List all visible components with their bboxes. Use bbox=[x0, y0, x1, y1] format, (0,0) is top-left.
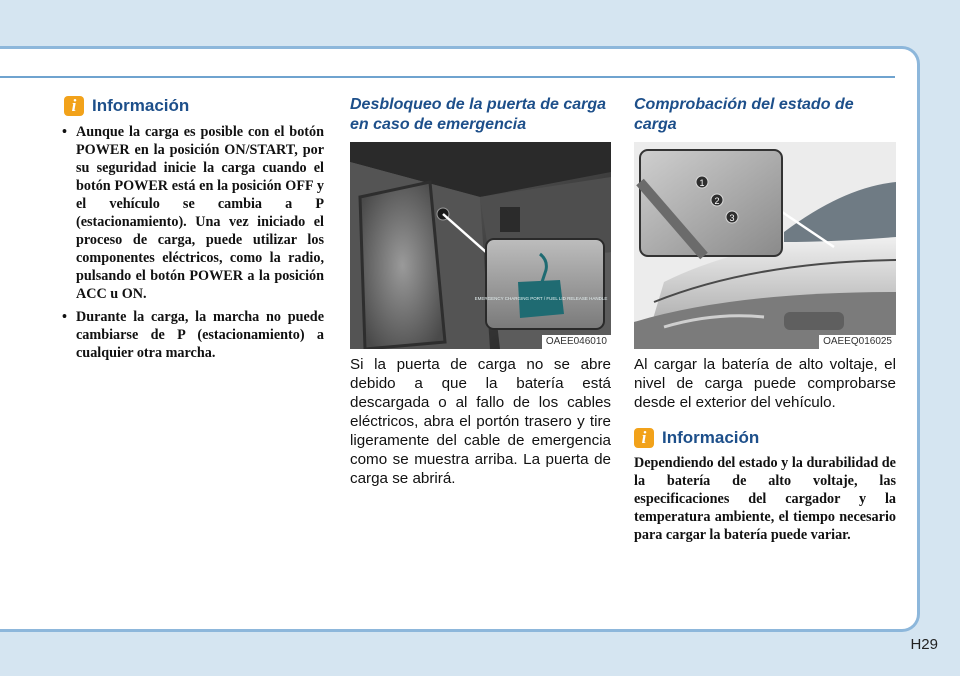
indicator-3: 3 bbox=[729, 213, 735, 223]
info-title: Información bbox=[92, 96, 190, 115]
section-title-emergency-release: Desbloqueo de la puerta de carga en caso de emergencia bbox=[350, 96, 607, 133]
info-body-left bbox=[62, 123, 324, 367]
car-hood-illustration bbox=[634, 142, 896, 349]
info-icon: i bbox=[634, 428, 654, 448]
image-code: OAEEQ016025 bbox=[819, 335, 896, 349]
tag-label: EMERGENCY CHARGING PORT / FUEL LID RELEASE HANDLE bbox=[474, 296, 608, 301]
info-heading-right bbox=[634, 428, 759, 448]
trunk-illustration bbox=[350, 142, 611, 349]
charge-status-image bbox=[634, 142, 896, 349]
indicator-1: 1 bbox=[699, 178, 705, 188]
info-heading-left bbox=[64, 96, 189, 116]
info-body-right: Dependiendo del estado y la durabilidad de la batería de alto voltaje, las especificaciones del cargador y la temperatura ambiente, el tiempo necesario para cargar la batería puede variar. bbox=[634, 455, 896, 543]
page-number: H29 bbox=[910, 636, 938, 653]
info-bullet-list bbox=[62, 123, 324, 362]
indicator-2: 2 bbox=[714, 196, 720, 206]
header-rule bbox=[0, 76, 895, 78]
info-title: Información bbox=[662, 428, 760, 447]
image-code: OAEE046010 bbox=[542, 335, 611, 349]
section-title-charge-status: Comprobación del estado de carga bbox=[634, 96, 854, 133]
info-bullet: • Aunque la carga es posible con el botón POWER en la posición ON/START, por su seguridad inicie la carga cuando el botón POWER está en la posición OFF y el vehículo se cambia a P (estacionamiento). Una vez iniciado el proceso de carga, puede utilizar los componentes eléctricos, como la radio, pulsando el botón POWER a la posición ACC u ON. bbox=[62, 123, 324, 303]
info-icon: i bbox=[64, 96, 84, 116]
emergency-release-body: Si la puerta de carga no se abre debido a que la batería está descargada o al fallo de los cables eléctricos, abra el portón trasero y tire ligeramente del cable de emergencia como se muestra arriba. La puerta de carga se abrirá. bbox=[350, 356, 611, 487]
charge-status-body: Al cargar la batería de alto voltaje, el nivel de carga puede comprobarse desde el exterior del vehículo. bbox=[634, 356, 896, 411]
trunk-emergency-cable-image bbox=[350, 142, 611, 349]
info-bullet: • Durante la carga, la marcha no puede cambiarse de P (estacionamiento) a cualquier otra marcha. bbox=[62, 308, 324, 362]
